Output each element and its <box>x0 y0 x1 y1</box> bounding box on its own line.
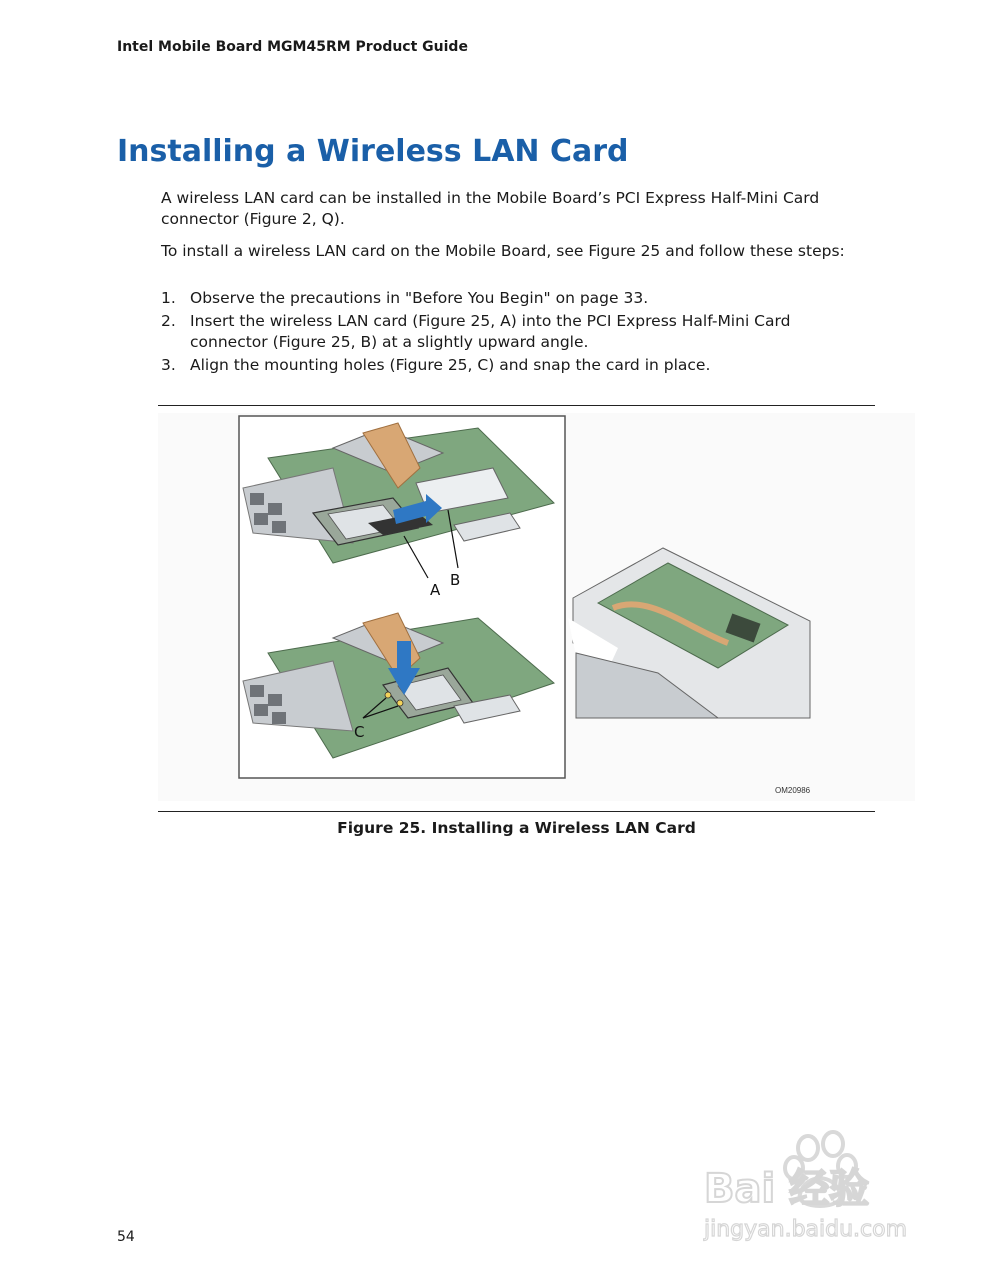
running-header: Intel Mobile Board MGM45RM Product Guide <box>117 39 468 55</box>
intro-paragraph: A wireless LAN card can be installed in the Mobile Board’s PCI Express Half-Mini Card connector (Figure 2, Q). <box>161 189 820 228</box>
instruction-paragraph: To install a wireless LAN card on the Mobile Board, see Figure 25 and follow these steps: <box>161 242 845 260</box>
step-text: Align the mounting holes (Figure 25, C) and snap the card in place. <box>190 356 711 374</box>
figure-bottom-rule <box>158 811 875 812</box>
baidu-watermark-logo <box>680 1128 950 1248</box>
watermark-text: Bai 经验 <box>704 1166 870 1212</box>
step-item <box>161 288 861 309</box>
callout-a: A <box>430 581 441 599</box>
step-text: Insert the wireless LAN card (Figure 25, A) into the PCI Express Half-Mini Card connector (Figure 25, B) at a slightly upward angle. <box>190 312 791 351</box>
step-item <box>161 355 861 376</box>
step-text: Observe the precautions in "Before You Begin" on page 33. <box>190 289 649 307</box>
steps-list <box>161 288 861 378</box>
figure-top-rule <box>158 405 875 406</box>
step-number: 1. <box>161 289 176 307</box>
step-number: 2. <box>161 312 176 330</box>
step-item <box>161 311 861 353</box>
figure-caption: Figure 25. Installing a Wireless LAN Card <box>337 819 696 837</box>
watermark-url: jingyan.baidu.com <box>704 1217 908 1242</box>
figure-illustration <box>158 413 915 801</box>
figure-code: OM20986 <box>775 786 811 795</box>
baidu-paw-icon <box>680 1128 950 1248</box>
step-number: 3. <box>161 356 176 374</box>
installation-diagram <box>158 413 915 801</box>
callout-b: B <box>450 571 461 589</box>
section-title: Installing a Wireless LAN Card <box>117 134 629 169</box>
callout-c: C <box>354 723 365 741</box>
page-number: 54 <box>117 1229 135 1245</box>
